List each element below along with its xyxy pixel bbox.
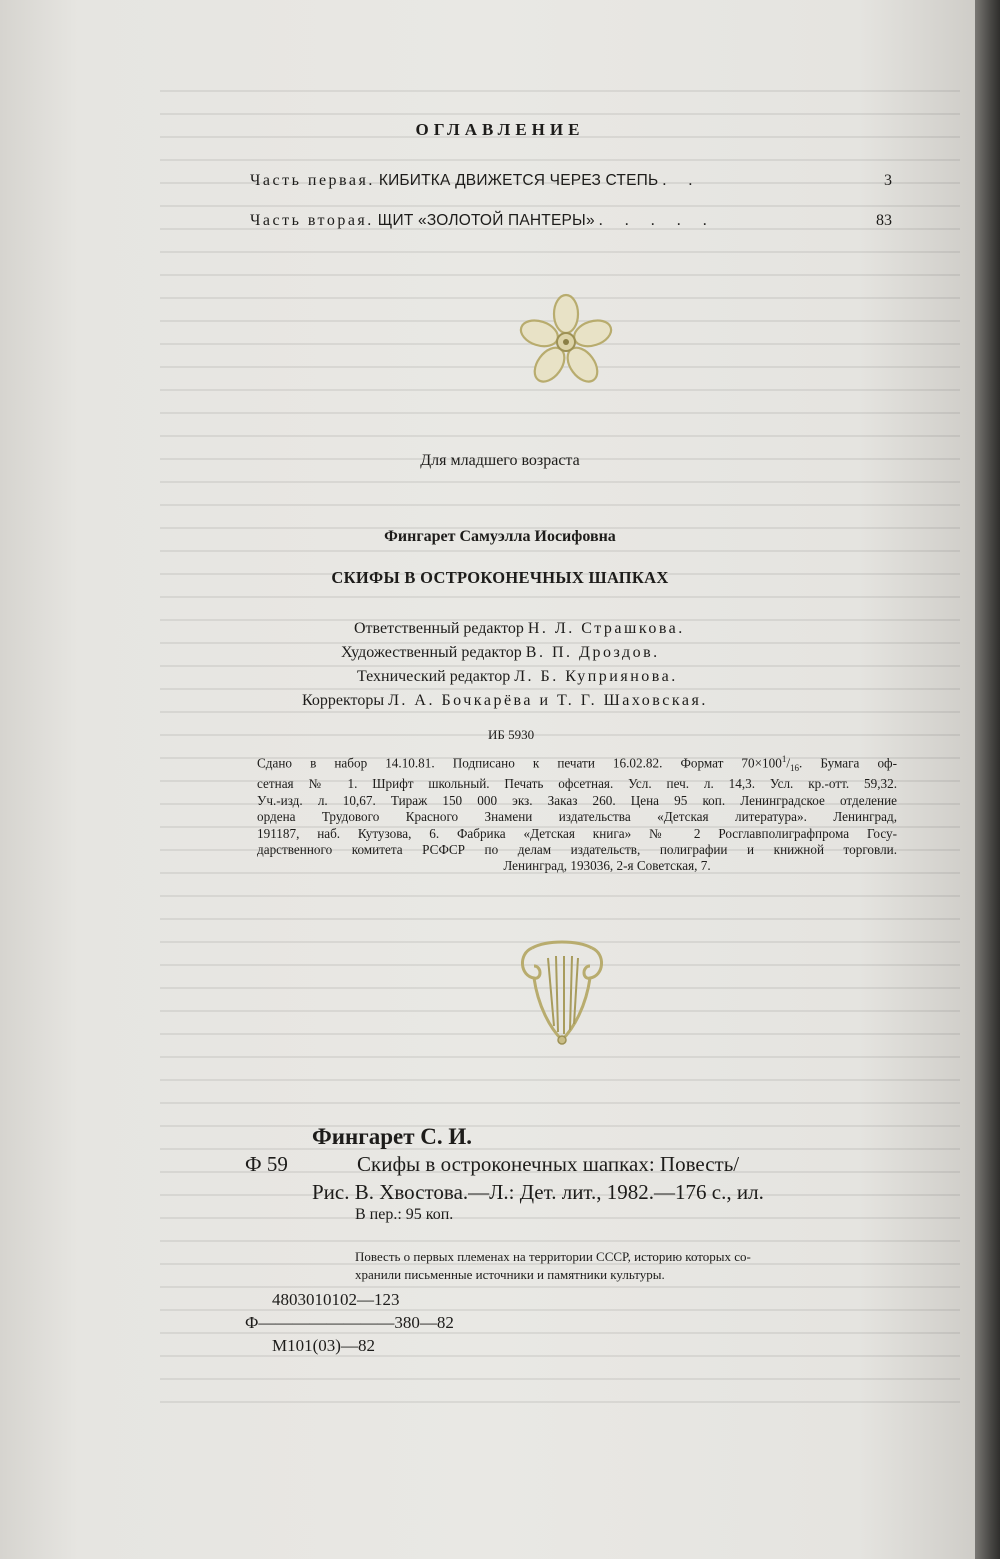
audience-label: Для младшего возраста — [420, 452, 580, 469]
catalog-annotation: Повесть о первых племенах на территории СССР, историю которых со- хранили письменные источники и памятники культуры. — [355, 1249, 751, 1282]
toc-heading: ОГЛАВЛЕНИЕ — [415, 120, 585, 139]
toc-part: Часть первая. — [250, 172, 375, 189]
catalog-price: В пер.: 95 коп. — [355, 1206, 454, 1223]
staff-line — [302, 692, 708, 710]
classification-code: М101(03)—82 — [272, 1336, 375, 1355]
book-title: СКИФЫ В ОСТРОКОНЕЧНЫХ ШАПКАХ — [331, 568, 669, 587]
staff-line — [341, 644, 660, 662]
toc-entry — [250, 212, 892, 238]
staff-role: Ответственный редактор — [354, 620, 524, 637]
staff-role: Технический редактор — [357, 668, 511, 685]
catalog-description: Рис. В. Хвостова.—Л.: Дет. лит., 1982.—176 с., ил. — [312, 1180, 764, 1204]
imprint-line: ордена Трудового Красного Знамени издательства «Детская литература». Ленинград, — [257, 809, 897, 825]
staff-name: Л. А. Бочкарёва и Т. Г. Шаховская. — [388, 692, 708, 709]
author-full-name: Фингарет Самуэлла Иосифовна — [384, 528, 616, 545]
toc-leader: . . — [662, 172, 702, 189]
staff-line — [357, 668, 678, 686]
catalog-description: Скифы в остроконечных шапках: Повесть/ — [357, 1152, 740, 1176]
toc-title: КИБИТКА ДВИЖЕТСЯ ЧЕРЕЗ СТЕПЬ — [378, 172, 659, 189]
staff-line — [354, 620, 685, 638]
flower-ornament-icon — [516, 290, 616, 390]
staff-name: Н. Л. Страшкова. — [527, 620, 685, 637]
staff-name: В. П. Дроздов. — [525, 644, 660, 661]
toc-entry — [250, 172, 892, 198]
toc-part: Часть вторая. — [250, 212, 374, 229]
imprint-block — [257, 751, 897, 875]
ib-number: ИБ 5930 — [488, 727, 535, 742]
toc-leader: . . . . . — [598, 212, 716, 229]
staff-role: Художественный редактор — [341, 644, 522, 661]
imprint-line: дарственного комитета РСФСР по делам издательств, полиграфии и книжной торговли. — [257, 842, 897, 858]
catalog-author: Фингарет С. И. — [312, 1124, 473, 1149]
background-edge — [975, 0, 1000, 1559]
imprint-line: сетная № 1. Шрифт школьный. Печать офсетная. Усл. печ. л. 14,3. Усл. кр.-отт. 59,32. — [257, 776, 897, 792]
imprint-line: Сдано в набор 14.10.81. Подписано к печати 16.02.82. Формат $70\times 100^1/_{16}$. Бумага оф- — [257, 754, 897, 774]
toc-page-number: 83 — [876, 212, 892, 229]
staff-role: Корректоры — [302, 692, 385, 709]
imprint-line: Ленинград, 193036, 2-я Советская, 7. — [503, 858, 711, 874]
catalog-code: Ф 59 — [245, 1152, 288, 1176]
imprint-line: Уч.-изд. л. 10,67. Тираж 150 000 экз. Заказ 260. Цена 95 коп. Ленинградское отделение — [257, 792, 897, 808]
toc-title: ЩИТ «ЗОЛОТОЙ ПАНТЕРЫ» — [377, 212, 595, 229]
imprint-line: 191187, наб. Кутузова, 6. Фабрика «Детская книга» № 2 Росглавполиграфпрома Госу- — [257, 825, 897, 841]
classification-code: 4803010102—123 — [272, 1290, 400, 1309]
toc-page-number: 3 — [884, 172, 892, 189]
staff-name: Л. Б. Куприянова. — [514, 668, 678, 685]
classification-code: Ф————————380—82 — [245, 1313, 454, 1332]
lyre-ornament-icon — [512, 936, 612, 1046]
